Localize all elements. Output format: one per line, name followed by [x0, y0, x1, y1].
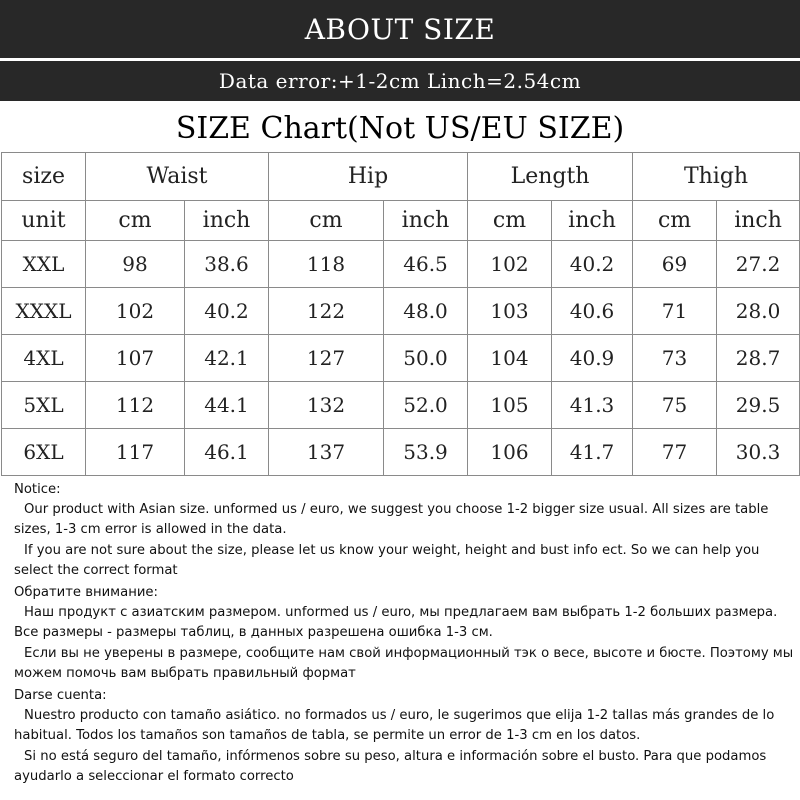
value-cell: 38.6 [185, 241, 269, 288]
table-row [2, 288, 800, 335]
value-cell: 132 [269, 382, 384, 429]
notice-block [14, 583, 794, 684]
unit-cell: inch [185, 201, 269, 241]
value-cell: 104 [468, 335, 552, 382]
value-cell: 46.5 [384, 241, 468, 288]
notice-paragraph: Nuestro producto con tamaño asiático. no formados us / euro, le sugerimos que elija 1-2 tallas más grandes de lo habitual. Todos los tamaños son tamaños de tabla, se permite un error de 1-3 cm en los datos. [14, 708, 775, 744]
notice-heading: Обратите внимание: [14, 585, 158, 601]
notice-heading: Darse cuenta: [14, 688, 107, 704]
value-cell: 42.1 [185, 335, 269, 382]
value-cell: 46.1 [185, 429, 269, 476]
value-cell: 28.7 [717, 335, 800, 382]
title-banner [0, 0, 800, 58]
value-cell: 50.0 [384, 335, 468, 382]
unit-cell: cm [633, 201, 717, 241]
notice-block [14, 480, 794, 581]
unit-cell: cm [269, 201, 384, 241]
value-cell: 122 [269, 288, 384, 335]
measurement-header-cell: Length [468, 153, 633, 201]
value-cell: 98 [86, 241, 185, 288]
unit-header-cell: unit [2, 201, 86, 241]
notice-section [14, 480, 794, 789]
page-title: ABOUT SIZE [304, 12, 496, 46]
value-cell: 106 [468, 429, 552, 476]
unit-cell: cm [86, 201, 185, 241]
value-cell: 44.1 [185, 382, 269, 429]
value-cell: 137 [269, 429, 384, 476]
notice-paragraph: If you are not sure about the size, please let us know your weight, height and bust info ect. So we can help you select the correct format [14, 542, 760, 578]
value-cell: 30.3 [717, 429, 800, 476]
unit-cell: inch [717, 201, 800, 241]
notice-paragraph: Если вы не уверены в размере, сообщите нам свой информационный тэк о весе, высоте и бюсте. Поэтому мы можем помочь вам выбрать правильный формат [14, 645, 794, 681]
value-cell: 127 [269, 335, 384, 382]
value-cell: 28.0 [717, 288, 800, 335]
notice-heading: Notice: [14, 482, 61, 497]
table-header-row [2, 153, 800, 201]
table-row [2, 429, 800, 476]
value-cell: 102 [86, 288, 185, 335]
table-unit-row [2, 201, 800, 241]
unit-cell: inch [552, 201, 633, 241]
value-cell: 118 [269, 241, 384, 288]
size-cell: 6XL [2, 429, 86, 476]
value-cell: 103 [468, 288, 552, 335]
unit-cell: cm [468, 201, 552, 241]
notice-block [14, 686, 794, 787]
size-cell: 5XL [2, 382, 86, 429]
value-cell: 40.2 [185, 288, 269, 335]
value-cell: 69 [633, 241, 717, 288]
size-table [1, 152, 800, 476]
value-cell: 40.6 [552, 288, 633, 335]
value-cell: 40.2 [552, 241, 633, 288]
value-cell: 112 [86, 382, 185, 429]
value-cell: 105 [468, 382, 552, 429]
value-cell: 41.7 [552, 429, 633, 476]
data-error-note: Data error:+1-2cm Linch=2.54cm [218, 69, 582, 93]
value-cell: 53.9 [384, 429, 468, 476]
value-cell: 48.0 [384, 288, 468, 335]
measurement-header-cell: Thigh [633, 153, 800, 201]
notice-paragraph: Si no está seguro del tamaño, infórmenos sobre su peso, altura e información sobre el busto. Para que podamos ayudarlo a seleccionar el formato correcto [14, 748, 767, 784]
table-row [2, 335, 800, 382]
value-cell: 102 [468, 241, 552, 288]
value-cell: 117 [86, 429, 185, 476]
value-cell: 77 [633, 429, 717, 476]
size-cell: XXL [2, 241, 86, 288]
measurement-header-cell: Hip [269, 153, 468, 201]
subtitle-banner [0, 61, 800, 101]
value-cell: 40.9 [552, 335, 633, 382]
value-cell: 52.0 [384, 382, 468, 429]
notice-paragraph: Our product with Asian size. unformed us / euro, we suggest you choose 1-2 bigger size usual. All sizes are table sizes, 1-3 cm error is allowed in the data. [14, 502, 769, 538]
table-row [2, 241, 800, 288]
value-cell: 27.2 [717, 241, 800, 288]
measurement-header-cell: Waist [86, 153, 269, 201]
value-cell: 73 [633, 335, 717, 382]
table-row [2, 382, 800, 429]
value-cell: 71 [633, 288, 717, 335]
value-cell: 41.3 [552, 382, 633, 429]
size-cell: XXXL [2, 288, 86, 335]
value-cell: 75 [633, 382, 717, 429]
notice-paragraph: Наш продукт с азиатским размером. unformed us / euro, мы предлагаем вам выбрать 1-2 больших размера. Все размеры - размеры таблиц, в данных разрешена ошибка 1-3 см. [14, 605, 778, 641]
unit-cell: inch [384, 201, 468, 241]
value-cell: 107 [86, 335, 185, 382]
chart-title: SIZE Chart(Not US/EU SIZE) [175, 110, 625, 146]
size-header-cell: size [2, 153, 86, 201]
value-cell: 29.5 [717, 382, 800, 429]
size-cell: 4XL [2, 335, 86, 382]
